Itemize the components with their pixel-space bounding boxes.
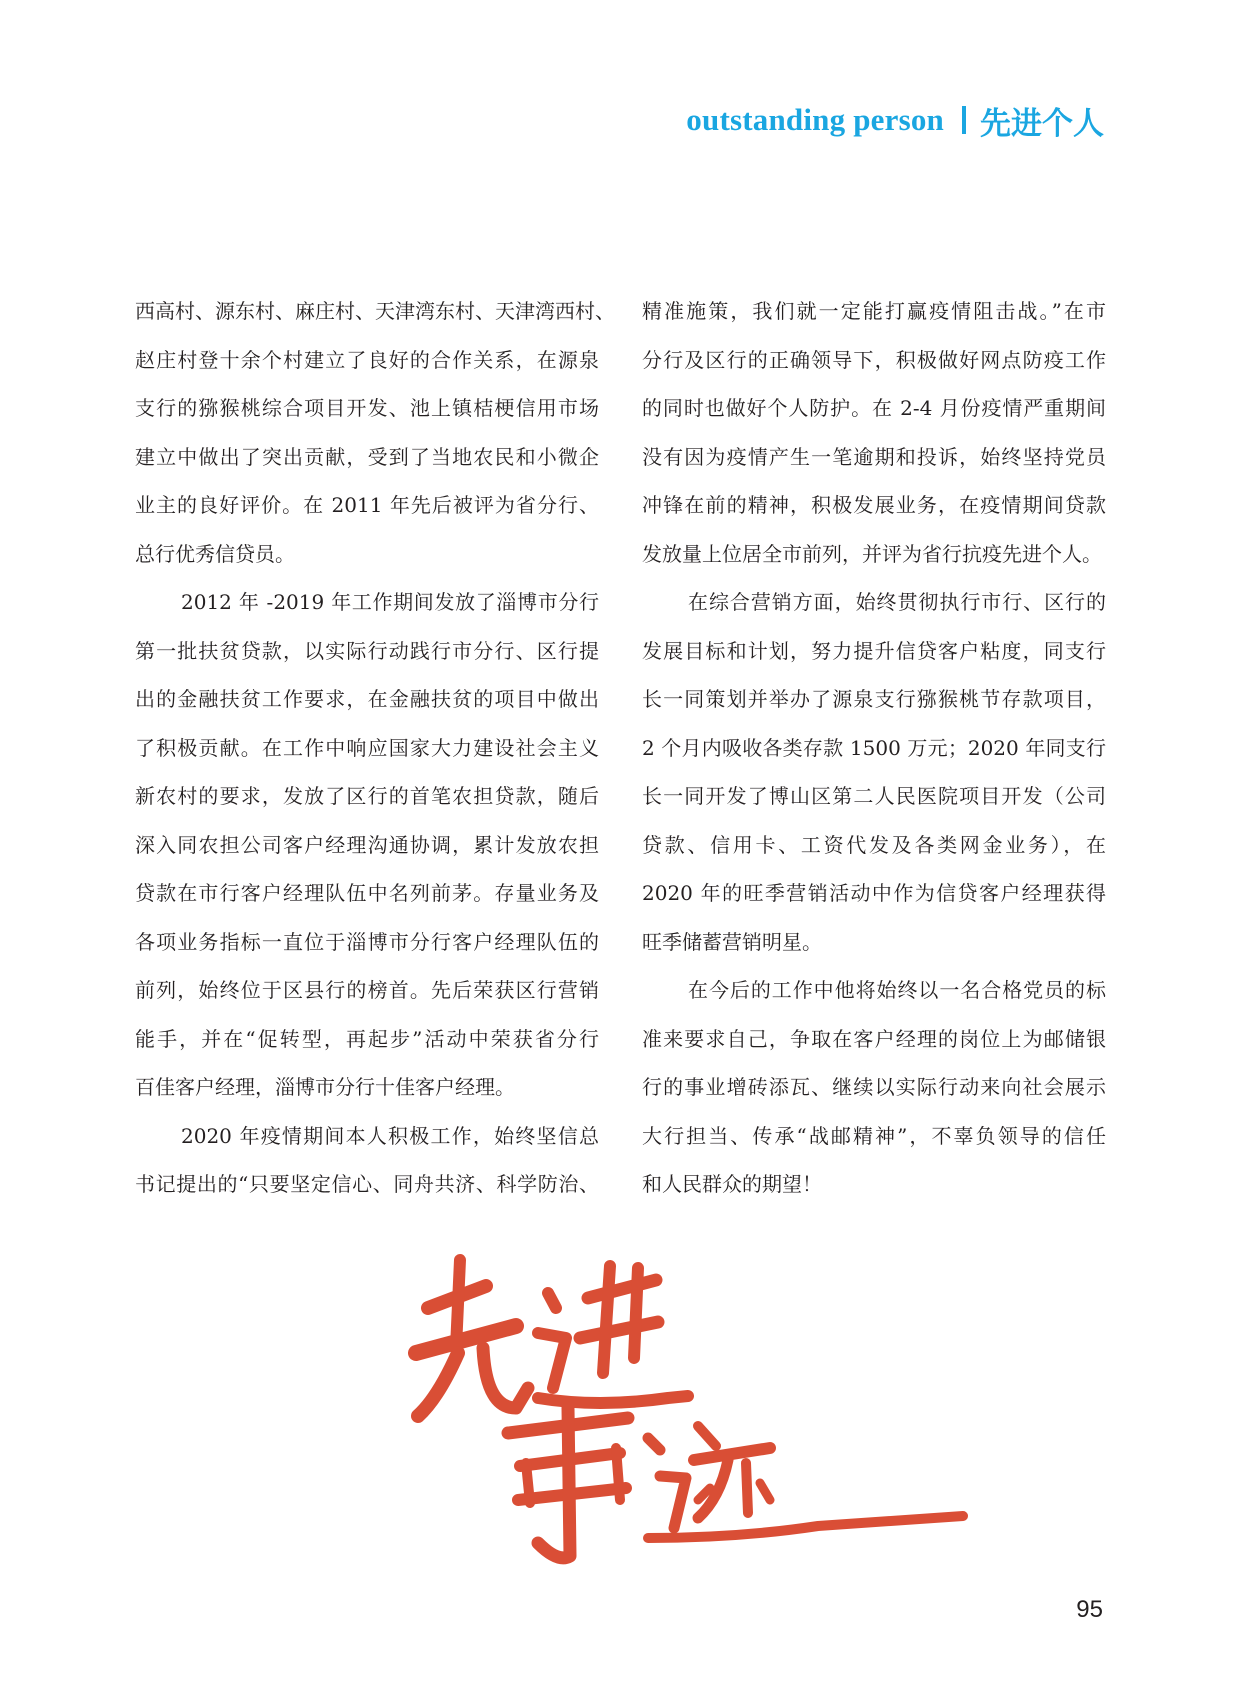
text-line: 分行及区行的正确领导下，积极做好网点防疫工作: [642, 347, 1106, 372]
text-line: 能手，并在“促转型，再起步”活动中荣获省分行: [135, 1026, 599, 1051]
text-line: 没有因为疫情产生一笔逾期和投诉，始终坚持党员: [642, 444, 1106, 469]
text-line: 2020 年疫情期间本人积极工作，始终坚信总: [181, 1123, 599, 1148]
text-line: 长一同开发了博山区第二人民医院项目开发（公司: [642, 784, 1106, 808]
text-line: 赵庄村登十余个村建立了良好的合作关系，在源泉: [135, 347, 599, 372]
left-text-column: [135, 287, 615, 1209]
text-line: 深入同农担公司客户经理沟通协调，累计发放农担: [135, 832, 599, 857]
text-line: 支行的猕猴桃综合项目开发、池上镇桔梗信用市场: [135, 396, 599, 420]
text-line: 在今后的工作中他将始终以一名合格党员的标: [688, 978, 1106, 1002]
text-line: 书记提出的“只要坚定信心、同舟共济、科学防治、: [135, 1172, 599, 1196]
text-line: 百佳客户经理，淄博市分行十佳客户经理。: [135, 1075, 515, 1099]
page-number: 95: [1076, 1596, 1103, 1623]
text-line: 2020 年的旺季营销活动中作为信贷客户经理获得: [642, 881, 1106, 905]
text-line: 贷款在市行客户经理队伍中名列前茅。存量业务及: [135, 881, 599, 905]
text-line: 发放量上位居全市前列，并评为省行抗疫先进个人。: [642, 541, 1102, 566]
header-divider: [962, 106, 966, 134]
text-line: 2012 年 -2019 年工作期间发放了淄博市分行: [181, 590, 599, 614]
text-line: 新农村的要求，发放了区行的首笔农担贷款，随后: [135, 784, 599, 808]
text-line: 西高村、源东村、麻庄村、天津湾东村、天津湾西村、: [135, 299, 615, 323]
text-line: 了积极贡献。在工作中响应国家大力建设社会主义: [135, 735, 599, 760]
right-text-column: [642, 287, 1106, 1209]
text-line: 旺季储蓄营销明星。: [642, 929, 822, 954]
text-line: 行的事业增砖添瓦、继续以实际行动来向社会展示: [642, 1075, 1106, 1099]
text-line: 精准施策，我们就一定能打赢疫情阻击战。”在市: [642, 299, 1106, 323]
text-line: 在综合营销方面，始终贯彻执行市行、区行的: [688, 590, 1106, 614]
text-line: 2 个月内吸收各类存款 1500 万元；2020 年同支行: [642, 735, 1106, 760]
text-line: 长一同策划并举办了源泉支行猕猴桃节存款项目，: [642, 687, 1106, 711]
text-line: 准来要求自己，争取在客户经理的岗位上为邮储银: [642, 1026, 1106, 1051]
text-line: 大行担当、传承“战邮精神”，不辜负领导的信任: [642, 1123, 1106, 1148]
text-line: 发展目标和计划，努力提升信贷客户粘度，同支行: [642, 638, 1106, 663]
text-line: 前列，始终位于区县行的榜首。先后荣获区行营销: [135, 978, 599, 1002]
header-english-title: outstanding person: [686, 102, 944, 137]
text-line: 的同时也做好个人防护。在 2-4 月份疫情严重期间: [642, 396, 1106, 420]
text-line: 冲锋在前的精神，积极发展业务，在疫情期间贷款: [642, 493, 1106, 517]
text-line: 业主的良好评价。在 2011 年先后被评为省分行、: [135, 493, 599, 517]
text-line: 总行优秀信贷员。: [135, 541, 295, 566]
text-line: 各项业务指标一直位于淄博市分行客户经理队伍的: [135, 929, 599, 954]
text-line: 建立中做出了突出贡献，受到了当地农民和小微企: [135, 444, 599, 469]
text-line: 和人民群众的期望！: [642, 1172, 822, 1196]
calligraphy-title-image: [398, 1238, 968, 1568]
text-line: 第一批扶贫贷款，以实际行动践行市分行、区行提: [135, 638, 599, 663]
text-line: 出的金融扶贫工作要求，在金融扶贫的项目中做出: [135, 687, 599, 711]
header-chinese-title: 先进个人: [980, 105, 1104, 142]
text-line: 贷款、信用卡、工资代发及各类网金业务），在: [642, 832, 1106, 857]
section-header: [686, 96, 1104, 144]
